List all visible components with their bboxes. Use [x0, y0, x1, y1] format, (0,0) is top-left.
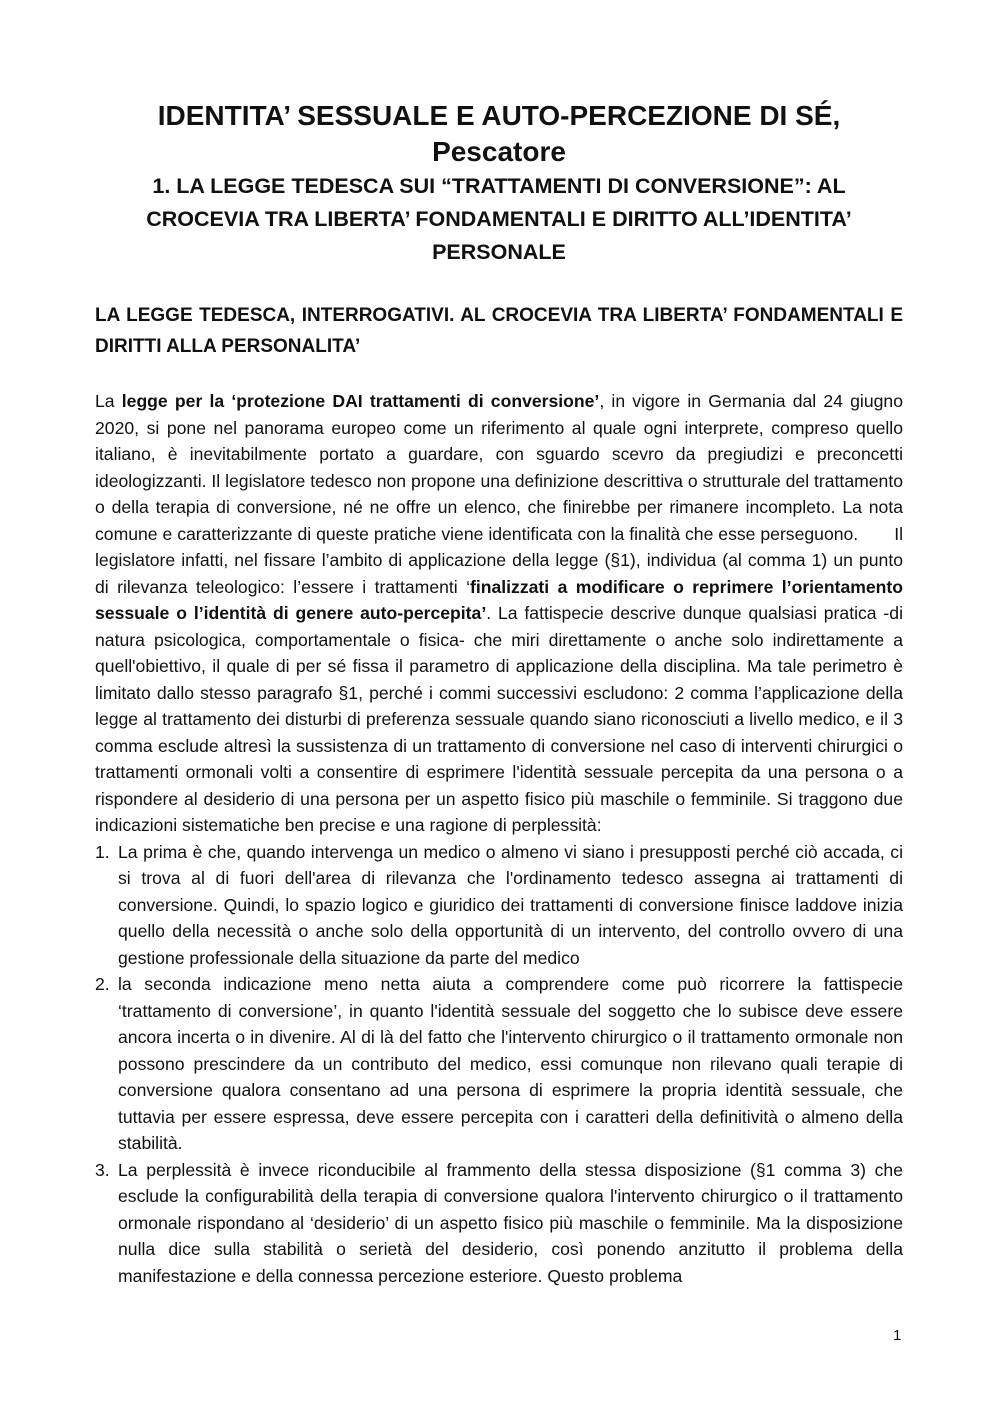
paragraph-text: La	[95, 391, 122, 411]
page-number: 1	[893, 1327, 902, 1344]
paragraph-text: Il legislatore infatti, nel fissare l’ambito di applicazione della legge (§1), individua (al comma 1) un punto di rilevanza teleologico: l’essere i trattamenti ‘	[95, 523, 903, 597]
list-number: 1.	[95, 841, 110, 862]
section-heading: LA LEGGE TEDESCA, INTERROGATIVI. AL CROCEVIA TRA LIBERTA’ FONDAMENTALI E DIRITTI ALLA PERSONALITA’	[95, 305, 903, 357]
document-title: IDENTITA’ SESSUALE E AUTO-PERCEZIONE DI SÉ, Pescatore	[157, 100, 841, 167]
list-number: 3.	[95, 1159, 110, 1180]
paragraph-text: . La fattispecie descrive dunque qualsiasi pratica -di natura psicologica, comportamentale o fisica- che miri direttamente o anche solo indirettamente a quell'obiettivo, il quale di per sé fissa il parametro di applicazione della disciplina. Ma tale perimetro è limitato dallo stesso paragrafo §1, perché i commi successivi escludono: 2 comma l’applicazione della legge al trattamento dei disturbi di preferenza sessuale quando siano riconosciuti a livello medico, e il 3 comma esclude altresì la sussistenza di un trattamento di conversione nel caso di interventi chirurgici o trattamenti ormonali volti a consentire di esprimere l'identità sessuale percepita da una persona o a rispondere al desiderio di una persona per un aspetto fisico più maschile o femminile. Si traggono due indicazioni sistematiche ben precise e una ragione di perplessità:	[95, 603, 903, 835]
list-item-text: La prima è che, quando intervenga un medico o almeno vi siano i presupposti perché ciò accada, ci si trova al di fuori dell'area di rilevanza che l'ordinamento tedesco assegna ai trattamenti di conversione. Quindi, lo spazio logico e giuridico dei trattamenti di conversione finisce laddove inizia quello della necessità o anche solo della opportunità di un intervento, del controllo ovvero di una gestione professionale della situazione da parte del medico	[118, 841, 903, 968]
intro-paragraph	[95, 388, 903, 839]
list-item	[95, 971, 903, 1157]
list-item	[95, 1157, 903, 1290]
chapter-heading: 1. LA LEGGE TEDESCA SUI “TRATTAMENTI DI CONVERSIONE”: AL CROCEVIA TRA LIBERTA’ FONDAMENTALI E DIRITTO ALL’IDENTITA’ PERSONALE	[146, 174, 852, 264]
list-item-text: La perplessità è invece riconducibile al frammento della stessa disposizione (§1 comma 3) che esclude la configurabilità della terapia di conversione qualora l'intervento chirurgico o il trattamento ormonale rispondano al ‘desiderio’ di un aspetto fisico più maschile o femminile. Ma la disposizione nulla dice sulla stabilità o serietà del desiderio, così ponendo anzitutto il problema della manifestazione e della connessa percezione esteriore. Questo problema	[118, 1159, 903, 1286]
teleological-emphasis: finalizzati a modificare o reprimere l’orientamento sessuale o l’identità di genere auto-percepita’	[95, 576, 904, 623]
list-item-text: la seconda indicazione meno netta aiuta a comprendere come può ricorrere la fattispecie ‘trattamento di conversione’, in quanto l'identità sessuale del soggetto che lo subisce deve essere ancora incerta o in divenire. Al di là del fatto che l'intervento chirurgico o il trattamento ormonale non possono prescindere da un contributo del medico, essi comunque non rilevano quali terapie di conversione qualora consentano ad una persona di esprimere la propria identità sessuale, che tuttavia per essere espressa, deve essere percepita con i caratteri della definitività o almeno della stabilità.	[118, 974, 903, 1153]
body-text	[95, 388, 903, 1289]
list-number: 2.	[95, 974, 110, 994]
list-item	[95, 839, 903, 972]
paragraph-text: , in vigore in Germania dal 24 giugno 2020, si pone nel panorama europeo come un riferimento al quale ogni interprete, compreso quello italiano, è inevitabilmente portato a guardare, con sguardo scevro da pregiudizi e preconcetti ideologizzanti. Il legislatore tedesco non propone una definizione descrittiva o strutturale del trattamento o della terapia di conversione, né ne offre un elenco, che finirebbe per rimanere incompleto. La nota comune e caratterizzante di queste pratiche viene identificata con la finalità che esse perseguono.	[95, 391, 903, 544]
numbered-list	[95, 839, 903, 1290]
law-name-emphasis: legge per la ‘protezione DAI trattamenti di conversione’	[121, 391, 600, 411]
